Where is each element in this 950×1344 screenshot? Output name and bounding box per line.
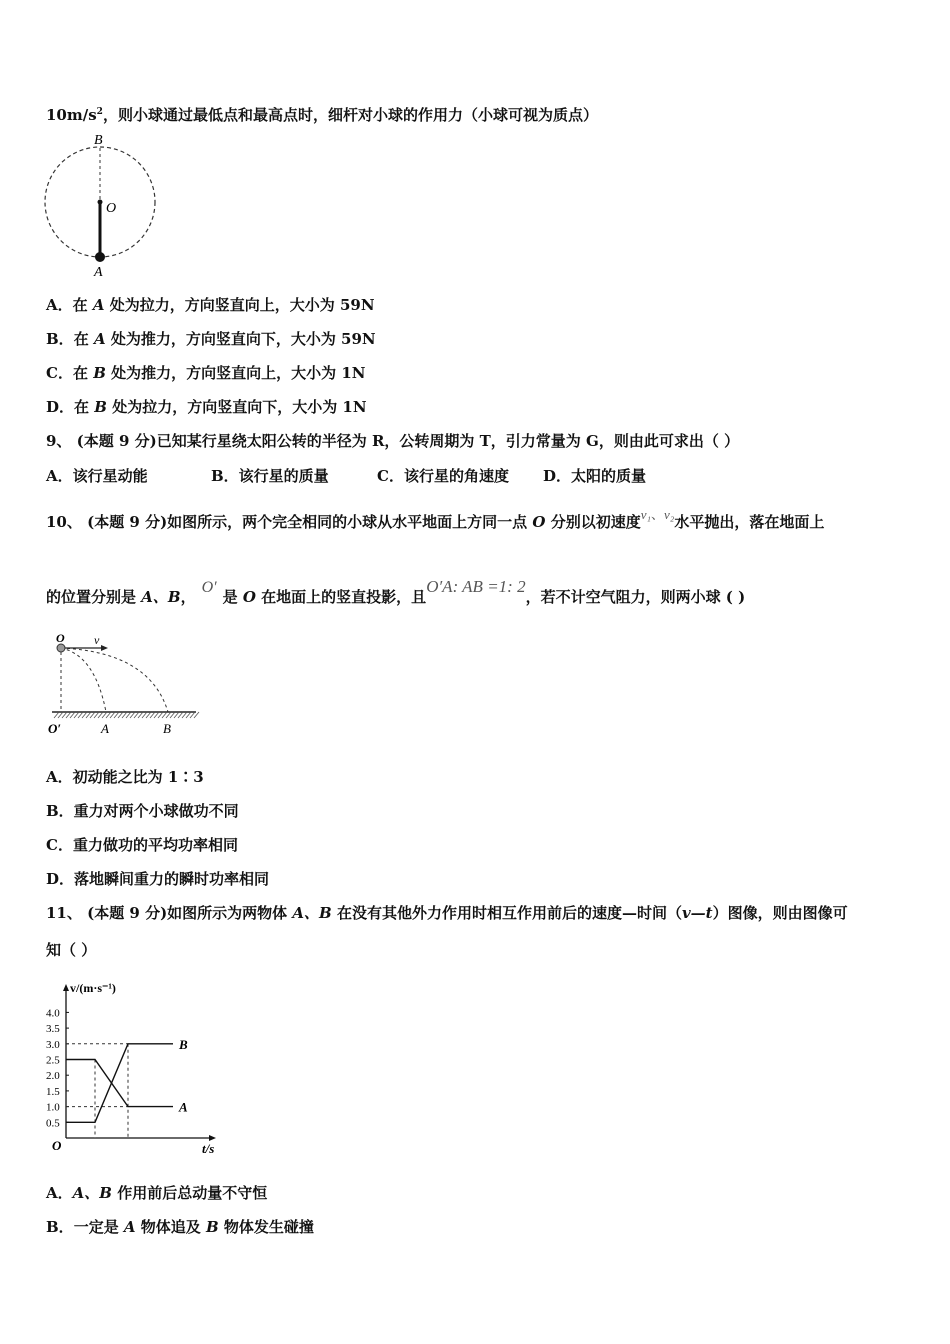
ball-O xyxy=(57,644,65,652)
option-var: A xyxy=(93,330,106,348)
option-text: 在 xyxy=(72,364,88,382)
ball xyxy=(95,252,105,262)
label-O: O xyxy=(106,201,117,216)
y-tick-label: 1.5 xyxy=(46,1085,60,1098)
stem-text: 的位置分别是 xyxy=(46,588,142,606)
formula-Oprime: O′ xyxy=(201,579,217,596)
y-tick-label: 3.5 xyxy=(46,1023,60,1036)
option-key: A． xyxy=(46,296,73,314)
label-A: A xyxy=(101,721,109,736)
y-axis-arrow xyxy=(63,984,69,991)
var-O: O xyxy=(532,513,546,531)
option-text: 物体追及 xyxy=(135,1218,207,1236)
option-text: 处为拉力，方向竖直向上，大小为 59N xyxy=(109,296,375,314)
stem-text: 水平抛出，落在地面上 xyxy=(674,513,825,531)
option-text: 一定是 xyxy=(73,1218,124,1236)
q11-stem-line1 xyxy=(46,903,848,923)
formula-ratio: O′A: AB =1: 2 xyxy=(426,577,526,596)
q10-option-a[interactable]: A．初动能之比为 1∶3 xyxy=(46,768,204,786)
option-var: A xyxy=(123,1218,136,1236)
projectile-figure xyxy=(48,631,199,736)
q8-option-c[interactable] xyxy=(46,363,366,383)
stem-text: 在没有其他外力作用时相互作用前后的速度—时间（ xyxy=(331,904,682,922)
q9-stem: 9、 (本题 9 分)已知某行星绕太阳公转的半径为 R，公转周期为 T，引力常量为 G，则由此可求出（ ） xyxy=(46,432,740,450)
y-tick-label: 0.5 xyxy=(46,1117,60,1130)
label-Oprime: O′ xyxy=(48,721,62,736)
pivot-O xyxy=(98,200,103,205)
label-A: A xyxy=(94,265,103,280)
stem-text: 是 xyxy=(222,588,243,606)
q9-option-d[interactable]: D．太阳的质量 xyxy=(543,467,647,485)
y-tick-label: 2.5 xyxy=(46,1054,60,1067)
q10-option-c[interactable]: C．重力做功的平均功率相同 xyxy=(46,836,238,854)
label-B: B xyxy=(94,133,103,148)
ground-hatching xyxy=(54,712,199,718)
q11-option-a[interactable] xyxy=(46,1183,267,1203)
formula-sep: 、 xyxy=(651,507,665,522)
trajectory-B xyxy=(61,648,168,712)
series-line-B xyxy=(66,1044,173,1123)
option-var: A、B xyxy=(72,1184,112,1202)
option-key: B． xyxy=(46,1218,74,1236)
series-label-A: A xyxy=(179,1099,188,1115)
x-axis-label: t/s xyxy=(202,1141,215,1156)
q10-option-b[interactable]: B．重力对两个小球做功不同 xyxy=(46,802,239,820)
option-text: 作用前后总动量不守恒 xyxy=(111,1184,268,1202)
y-tick-label: 2.0 xyxy=(46,1070,60,1083)
trajectory-A xyxy=(61,648,106,712)
q9-option-c[interactable]: C．该行星的角速度 xyxy=(377,467,509,485)
q8-option-b[interactable] xyxy=(46,329,376,349)
option-var: B xyxy=(206,1218,219,1236)
stem-text: 分别以初速度 xyxy=(545,513,641,531)
y-tick-label: 1.0 xyxy=(46,1101,60,1114)
stem-text: 10、 (本题 9 分)如图所示，两个完全相同的小球从水平地面上方同一点 xyxy=(46,513,533,531)
origin-label: O xyxy=(52,1138,62,1153)
label-B: B xyxy=(163,721,171,736)
y-axis-label: v/(m·s⁻¹) xyxy=(70,981,116,995)
option-key: B． xyxy=(46,330,74,348)
q8-option-a[interactable] xyxy=(46,295,375,315)
option-var: B xyxy=(94,398,107,416)
formula-v2: v₂ xyxy=(664,507,675,522)
option-text: 处为推力，方向竖直向上，大小为 1N xyxy=(111,364,366,382)
option-key: C． xyxy=(46,364,73,382)
q10-stem-line2 xyxy=(46,577,746,608)
stem-text: 在地面上的竖直投影，且 xyxy=(255,588,427,606)
label-v: v xyxy=(94,633,100,647)
option-text: 在 xyxy=(74,398,90,416)
var-vt: v—t xyxy=(681,904,713,922)
option-text: 物体发生碰撞 xyxy=(218,1218,314,1236)
q8-option-d[interactable] xyxy=(46,397,367,417)
option-key: D． xyxy=(46,398,75,416)
formula-v1: v₁ xyxy=(640,507,652,522)
option-key: A． xyxy=(46,1184,73,1202)
q9-option-b[interactable]: B．该行星的质量 xyxy=(211,467,329,485)
y-tick-label: 4.0 xyxy=(46,1007,60,1020)
option-text: 在 xyxy=(73,330,89,348)
stem-text: ）图像，则由图像可 xyxy=(712,904,848,922)
q8-stem-sup: 2 xyxy=(96,107,103,117)
option-text: 处为拉力，方向竖直向下，大小为 1N xyxy=(112,398,367,416)
option-var: A xyxy=(92,296,105,314)
q10-option-d[interactable]: D．落地瞬间重力的瞬时功率相同 xyxy=(46,870,270,888)
vt-chart xyxy=(46,981,216,1156)
series-line-A xyxy=(66,1060,173,1107)
q11-option-b[interactable] xyxy=(46,1217,314,1237)
stem-text: 11、 (本题 9 分)如图所示为两物体 xyxy=(46,904,293,922)
option-text: 在 xyxy=(72,296,88,314)
q8-stem-text: ，则小球通过最低点和最高点时，细杆对小球的作用力（小球可视为质点） xyxy=(102,106,598,124)
q11-stem-line2: 知（ ） xyxy=(46,941,97,959)
label-O: O xyxy=(56,631,65,645)
series-label-B: B xyxy=(179,1036,188,1052)
q9-option-a[interactable]: A．该行星动能 xyxy=(46,467,148,485)
stem-text: ，若不计空气阻力，则两小球 ( ) xyxy=(525,588,746,606)
var-O: O xyxy=(242,588,256,606)
stem-text: ， xyxy=(180,588,196,606)
arrow-head xyxy=(101,645,108,651)
var-AB: A、B xyxy=(141,588,181,606)
option-text: 处为推力，方向竖直向下，大小为 59N xyxy=(110,330,376,348)
circle-rod-figure xyxy=(45,133,155,280)
option-var: B xyxy=(93,364,106,382)
y-tick-label: 3.0 xyxy=(46,1038,60,1051)
q10-stem-line1 xyxy=(46,507,825,533)
q8-stem-unit: 10m/s xyxy=(46,106,97,124)
var-AB: A、B xyxy=(292,904,332,922)
